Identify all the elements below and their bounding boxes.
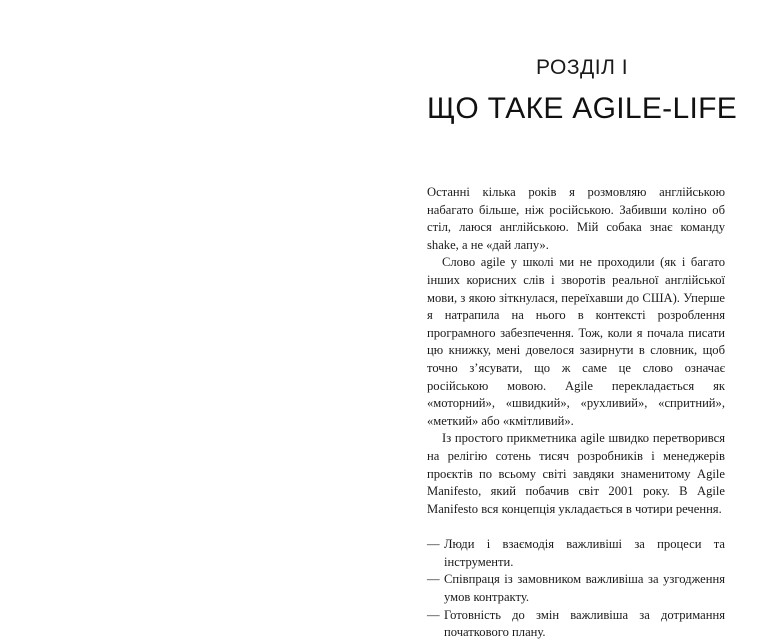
list-item-text: Люди і взаємодія важливіші за процеси та інструменти. bbox=[444, 537, 725, 569]
paragraph: Слово agile у школі ми не проходили (як і багато інших корисних слів і зворотів реальної англійської мови, з якою зіткнулася, переїхавши до США). Уперше я натрапила на нього в контексті розроблення програмного забезпечення. Тож, коли я почала писати цю книжку, мені довелося зазирнути в словник, щоб точно з’ясувати, що ж саме це слово означає російською мовою. Agile перекладається як «моторний», «швидкий», «рухливий», «спритний», «меткий» або «кмітливий». bbox=[427, 255, 725, 428]
chapter-label: РОЗДІЛ І bbox=[535, 56, 629, 79]
list-dash: — bbox=[427, 537, 440, 552]
paragraph: Із простого прикметника agile швидко перетворився на релігію сотень тисяч розробників і менеджерів проєктів по всьому світі завдяки знаменитому Agile Manifesto, який побачив світ 2001 року. В Agile Manifesto вся концепція укладається в чотири речення. bbox=[427, 431, 725, 516]
list-item-text: Співпраця із замовником важливіша за узгодження умов контракту. bbox=[444, 572, 725, 605]
list-item bbox=[427, 607, 725, 642]
chapter-title: ЩО ТАКЕ AGILE-LIFE bbox=[426, 92, 738, 125]
list-item-text: Готовність до змін важливіша за дотримання початкового плану. bbox=[444, 607, 725, 640]
list-dash: — bbox=[427, 607, 440, 622]
list-dash: — bbox=[427, 572, 440, 587]
manifesto-list bbox=[427, 536, 725, 642]
list-item bbox=[427, 571, 725, 606]
list-item bbox=[427, 536, 725, 571]
body-text bbox=[427, 184, 725, 642]
paragraph: Останні кілька років я розмовляю англійською набагато більше, ніж російською. Забивши коліно об стіл, лаюся англійською. Мій собака знає команду shake, а не «дай лапу». bbox=[427, 185, 725, 252]
